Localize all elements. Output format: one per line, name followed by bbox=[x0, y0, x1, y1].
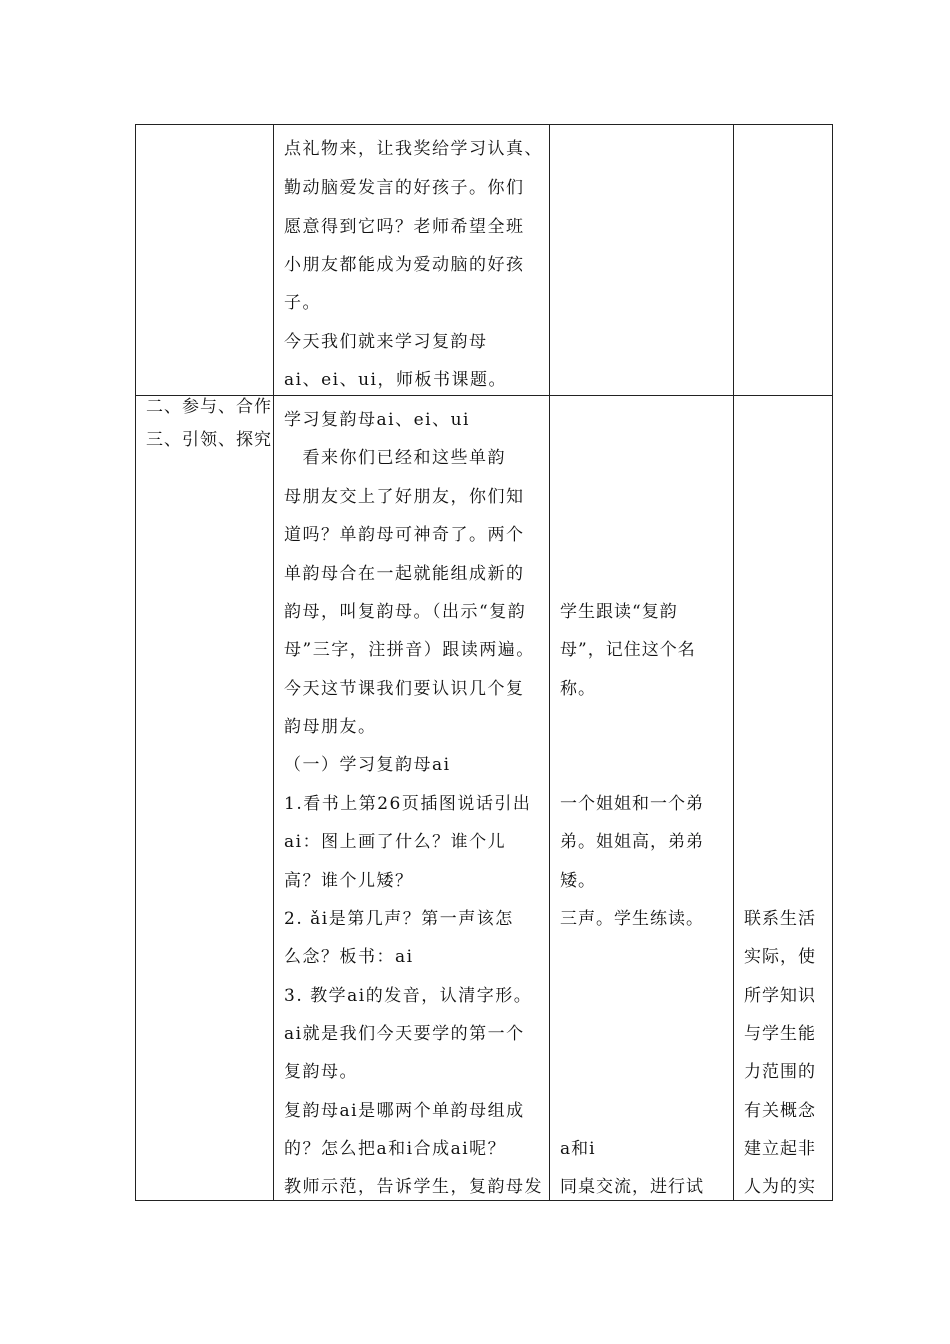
intent-cell bbox=[734, 396, 833, 1201]
process-line: ai就是我们今天要学的第一个 bbox=[284, 1024, 525, 1044]
student-line: 弟。姐姐高，弟弟 bbox=[560, 832, 704, 852]
process-line: 么念？板书：ai bbox=[284, 947, 414, 967]
process-line: 学习复韵母ai、ei、ui bbox=[284, 410, 470, 430]
process-line: 复韵母ai是哪两个单韵母组成 bbox=[284, 1101, 525, 1121]
process-line: 今天我们就来学习复韵母 bbox=[284, 332, 488, 352]
process-line: ai、ei、ui，师板书课题。 bbox=[284, 370, 507, 390]
student-line: 三声。学生练读。 bbox=[560, 909, 704, 929]
process-line: 单韵母合在一起就能组成新的 bbox=[284, 564, 525, 584]
intent-line: 人为的实 bbox=[744, 1177, 816, 1197]
process-line: 3. 教学ai的发音，认清字形。 bbox=[284, 986, 533, 1006]
stage-cell bbox=[136, 396, 274, 1201]
process-line: 复韵母。 bbox=[284, 1062, 358, 1082]
process-line: 点礼物来，让我奖给学习认真、 bbox=[284, 139, 543, 159]
intent-line: 实际，使 bbox=[744, 947, 816, 967]
process-line: 道吗？单韵母可神奇了。两个 bbox=[284, 525, 525, 545]
intent-cell bbox=[734, 125, 833, 396]
student-line: 矮。 bbox=[560, 871, 596, 891]
process-cell bbox=[274, 125, 550, 396]
process-cell bbox=[274, 396, 550, 1201]
table-row bbox=[136, 125, 833, 396]
process-line: 韵母朋友。 bbox=[284, 717, 377, 737]
process-line: 2. ǎi是第几声？第一声该怎 bbox=[284, 909, 514, 929]
process-line: 看来你们已经和这些单韵 bbox=[284, 448, 506, 468]
process-line: 母”三字，注拼音）跟读两遍。 bbox=[284, 640, 535, 660]
student-cell bbox=[550, 396, 734, 1201]
student-cell bbox=[550, 125, 734, 396]
process-line: 勤动脑爱发言的好孩子。你们 bbox=[284, 178, 525, 198]
intent-line: 有关概念 bbox=[744, 1101, 816, 1121]
intent-line: 联系生活 bbox=[744, 909, 816, 929]
process-line: 小朋友都能成为爱动脑的好孩 bbox=[284, 255, 525, 275]
process-line: ai：图上画了什么？谁个儿 bbox=[284, 832, 507, 852]
process-line: 的？怎么把a和i合成ai呢？ bbox=[284, 1139, 507, 1159]
lesson-plan-table bbox=[135, 124, 833, 1201]
student-line: 一个姐姐和一个弟 bbox=[560, 794, 704, 814]
process-line: 高？谁个儿矮？ bbox=[284, 871, 414, 891]
intent-line: 力范围的 bbox=[744, 1062, 816, 1082]
process-line: 母朋友交上了好朋友，你们知 bbox=[284, 487, 525, 507]
student-line: 学生跟读“复韵 bbox=[560, 602, 678, 622]
student-line: 同桌交流，进行试 bbox=[560, 1177, 704, 1197]
student-line: a和i bbox=[560, 1139, 596, 1159]
table-row bbox=[136, 396, 833, 1201]
intent-line: 建立起非 bbox=[744, 1139, 816, 1159]
process-line: 韵母，叫复韵母。（出示“复韵 bbox=[284, 602, 527, 622]
process-line: 1.看书上第26页插图说话引出 bbox=[284, 794, 532, 814]
process-line: （一）学习复韵母ai bbox=[284, 755, 451, 775]
process-line: 今天这节课我们要认识几个复 bbox=[284, 679, 525, 699]
process-line: 教师示范，告诉学生，复韵母发 bbox=[284, 1177, 543, 1197]
stage-label: 二、参与、合作 bbox=[146, 397, 272, 417]
intent-line: 与学生能 bbox=[744, 1024, 816, 1044]
stage-cell bbox=[136, 125, 274, 396]
process-line: 愿意得到它吗？老师希望全班 bbox=[284, 217, 525, 237]
stage-label: 三、引领、探究 bbox=[146, 430, 272, 450]
process-line: 子。 bbox=[284, 293, 321, 313]
student-line: 母”，记住这个名 bbox=[560, 640, 696, 660]
student-line: 称。 bbox=[560, 679, 596, 699]
intent-line: 所学知识 bbox=[744, 986, 816, 1006]
